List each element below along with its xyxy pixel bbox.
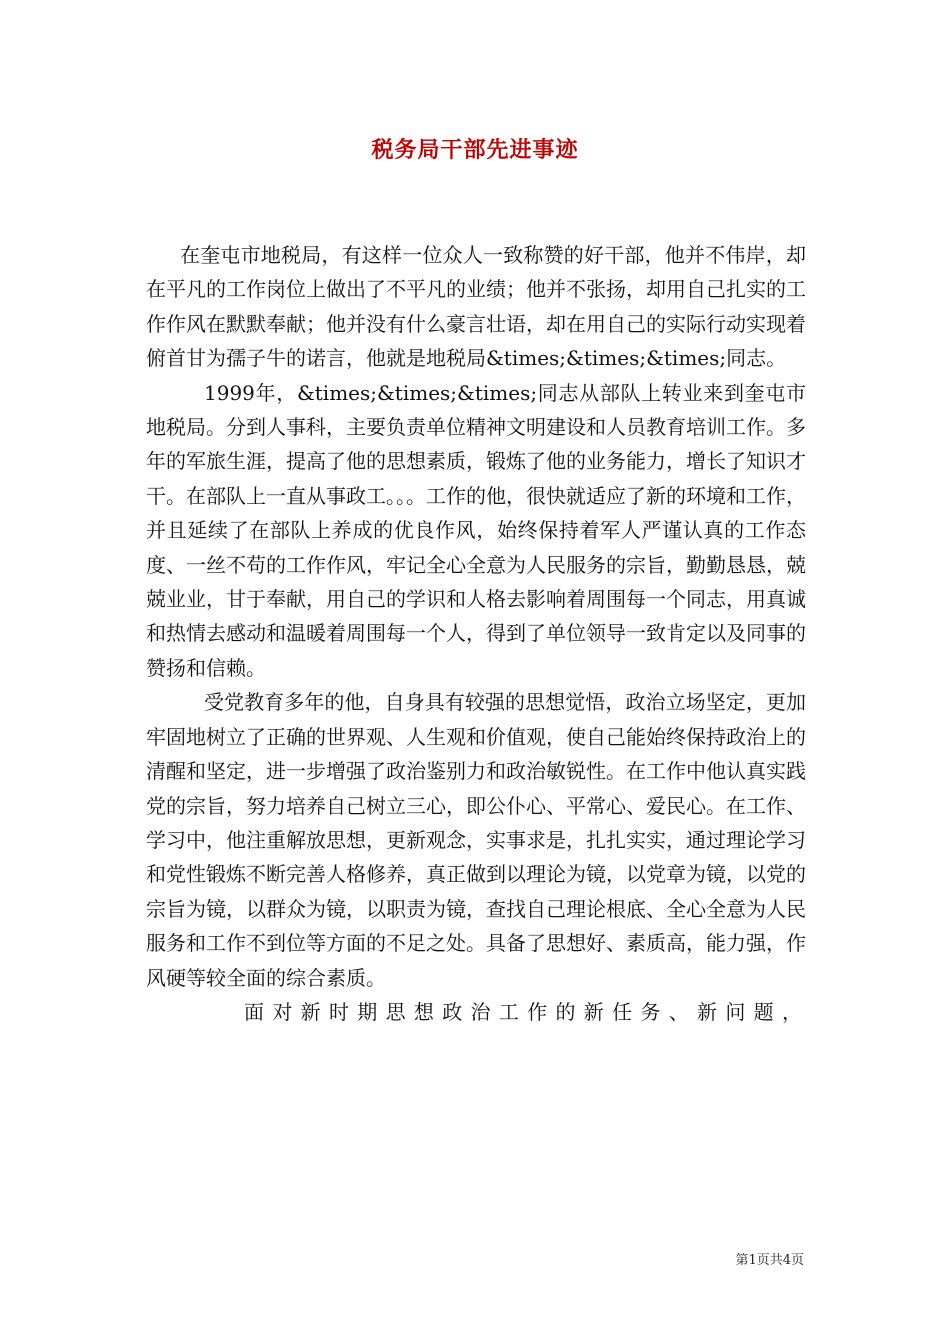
paragraph-1: 在奎屯市地税局，有这样一位众人一致称赞的好干部，他并不伟岸，却在平凡的工作岗位上做出了不平凡的业绩；他并不张扬，却用自己扎实的工作作风在默默奉献；他并没有什么豪言壮语，却在用自己的实际行动实现着俯首甘为孺子牛的诺言，他就是地税局&times;&times;&times;同志。 [146, 243, 806, 371]
document-body [146, 238, 806, 1029]
paragraph-4: 面对新时期思想政治工作的新任务、新问题， [244, 999, 806, 1024]
document-title: 税务局干部先进事迹 [371, 137, 579, 163]
page-number-footer: 第1页共4页 [735, 1253, 804, 1268]
paragraph-2: 1999年，&times;&times;&times;同志从部队上转业来到奎屯市地税局。分到人事科，主要负责单位精神文明建设和人员教育培训工作。多年的军旅生涯，提高了他的思想素质，锻炼了他的业务能力，增长了知识才干。在部队上一直从事政工。。。工作的他，很快就适应了新的环境和工作，并且延续了在部队上养成的优良作风，始终保持着军人严谨认真的工作态度、一丝不苟的工作作风，牢记全心全意为人民服务的宗旨，勤勤恳恳，兢兢业业，甘于奉献，用自己的学识和人格去影响着周围每一个同志，用真诚和热情去感动和温暖着周围每一个人，得到了单位领导一致肯定以及同事的赞扬和信赖。 [146, 380, 806, 680]
paragraph-3: 受党教育多年的他，自身具有较强的思想觉悟，政治立场坚定，更加牢固地树立了正确的世界观、人生观和价值观，使自己能始终保持政治上的清醒和坚定，进一步增强了政治鉴别力和政治敏锐性。在工作中他认真实践党的宗旨，努力培养自己树立三心，即公仆心、平常心、爱民心。在工作、学习中，他注重解放思想，更新观念，实事求是，扎扎实实，通过理论学习和党性锻炼不断完善人格修养，真正做到以理论为镜，以党章为镜，以党的宗旨为镜，以群众为镜，以职责为镜，查找自己理论根底、全心全意为人民服务和工作不到位等方面的不足之处。具备了思想好、素质高，能力强，作风硬等较全面的综合素质。 [146, 690, 806, 990]
